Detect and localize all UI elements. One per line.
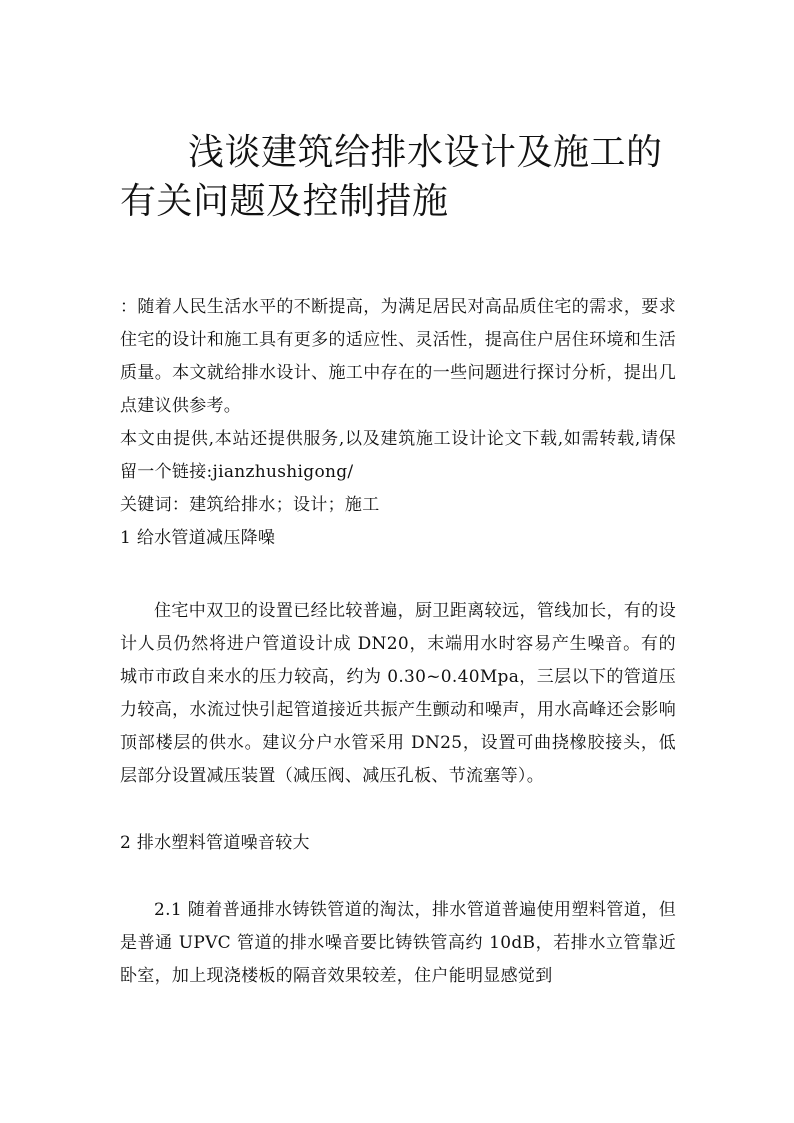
section2-body: 2.1 随着普通排水铸铁管道的淘汰，排水管道普遍使用塑料管道，但是普通 UPVC 管道的排水噪音要比铸铁管高约 10dB，若排水立管靠近卧室，加上现浇楼板的隔音效果较差，住户能明显感觉到	[120, 900, 676, 986]
document-title: 浅谈建筑给排水设计及施工的有关问题及控制措施	[120, 132, 663, 222]
section1-heading: 1 给水管道减压降噪	[120, 528, 276, 548]
section1-body: 住宅中双卫的设置已经比较普遍，厨卫距离较远，管线加长，有的设计人员仍然将进户管道设计成 DN20，末端用水时容易产生噪音。有的城市市政自来水的压力较高，约为 0.30~0.40Mpa，三层以下的管道压力较高，水流过快引起管道接近共振产生颤动和噪声，用水高峰还会影响顶部楼层的供水。建议分户水管采用 DN25，设置可曲挠橡胶接头，低层部分设置减压装置（减压阀、减压孔板、节流塞等）。	[120, 601, 676, 786]
document-page	[120, 128, 676, 993]
abstract-paragraph: ：随着人民生活水平的不断提高，为满足居民对高品质住宅的需求，要求住宅的设计和施工具有更多的适应性、灵活性，提高住户居住环境和生活质量。本文就给排水设计、施工中存在的一些问题进行探讨分析，提出几点建议供参考。	[120, 297, 676, 416]
section2-heading: 2 排水塑料管道噪音较大	[120, 833, 310, 853]
source-note: 本文由提供,本站还提供服务,以及建筑施工设计论文下载,如需转载,请保留一个链接:jianzhushigong/	[120, 429, 676, 482]
keywords-line: 关键词：建筑给排水；设计；施工	[120, 495, 380, 515]
